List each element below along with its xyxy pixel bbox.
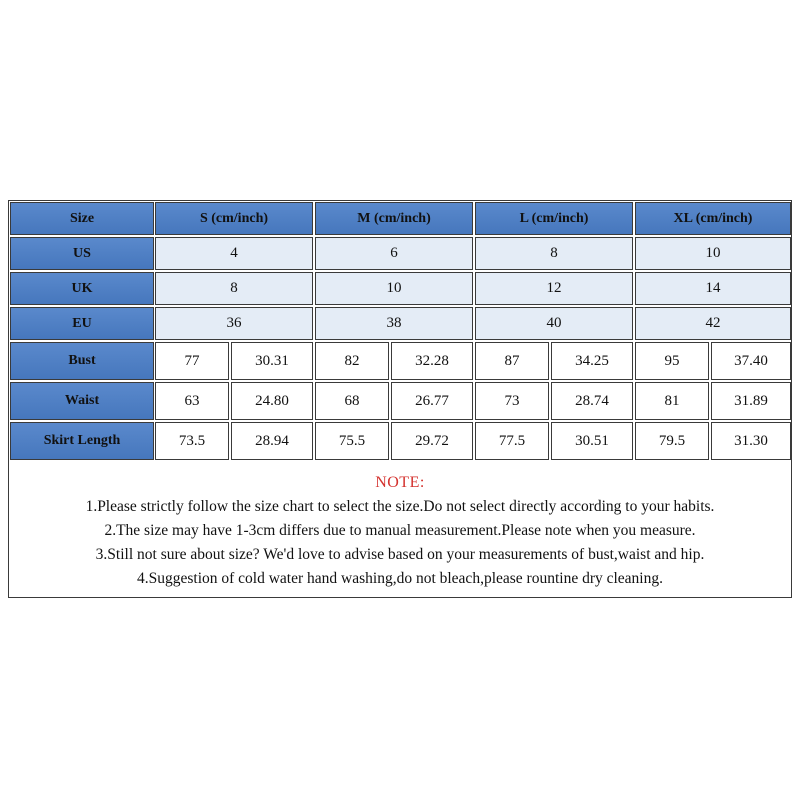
bust-m-inch: 32.28 (391, 342, 473, 380)
eu-size-l: 40 (475, 307, 633, 340)
note-line-3: 3.Still not sure about size? We'd love to advise based on your measurements of bust,waist and hip. (95, 546, 705, 563)
row-label-bust: Bust (10, 342, 154, 380)
skirt-length-l-inch: 30.51 (551, 422, 633, 460)
uk-size-xl: 14 (635, 272, 791, 305)
note-line-4: 4.Suggestion of cold water hand washing,do not bleach,please rountine dry cleaning. (136, 570, 663, 587)
skirt-length-l-cm: 77.5 (475, 422, 549, 460)
header-size-label: Size (10, 202, 154, 235)
uk-size-m: 10 (315, 272, 473, 305)
eu-size-s: 36 (155, 307, 313, 340)
skirt-length-m-inch: 29.72 (391, 422, 473, 460)
bust-l-cm: 87 (475, 342, 549, 380)
row-label-us: US (10, 237, 154, 270)
header-size-l: L (cm/inch) (475, 202, 633, 235)
uk-size-s: 8 (155, 272, 313, 305)
bust-s-inch: 30.31 (231, 342, 313, 380)
us-size-l: 8 (475, 237, 633, 270)
header-size-xl: XL (cm/inch) (635, 202, 791, 235)
us-size-m: 6 (315, 237, 473, 270)
us-size-s: 4 (155, 237, 313, 270)
row-label-eu: EU (10, 307, 154, 340)
bust-xl-inch: 37.40 (711, 342, 791, 380)
note-line-1: 1.Please strictly follow the size chart to select the size.Do not select directly according to your habits. (85, 498, 715, 515)
note-line-2: 2.The size may have 1-3cm differs due to manual measurement.Please note when you measure. (104, 522, 696, 539)
skirt-length-xl-cm: 79.5 (635, 422, 709, 460)
size-chart (8, 200, 792, 598)
bust-l-inch: 34.25 (551, 342, 633, 380)
row-label-waist: Waist (10, 382, 154, 420)
skirt-length-m-cm: 75.5 (315, 422, 389, 460)
eu-size-xl: 42 (635, 307, 791, 340)
skirt-length-xl-inch: 31.30 (711, 422, 791, 460)
row-label-uk: UK (10, 272, 154, 305)
waist-l-inch: 28.74 (551, 382, 633, 420)
bust-xl-cm: 95 (635, 342, 709, 380)
bust-s-cm: 77 (155, 342, 229, 380)
skirt-length-s-cm: 73.5 (155, 422, 229, 460)
waist-xl-cm: 81 (635, 382, 709, 420)
bust-m-cm: 82 (315, 342, 389, 380)
uk-size-l: 12 (475, 272, 633, 305)
waist-xl-inch: 31.89 (711, 382, 791, 420)
header-size-m: M (cm/inch) (315, 202, 473, 235)
eu-size-m: 38 (315, 307, 473, 340)
waist-s-cm: 63 (155, 382, 229, 420)
waist-m-cm: 68 (315, 382, 389, 420)
row-label-skirt-length: Skirt Length (10, 422, 154, 460)
waist-m-inch: 26.77 (391, 382, 473, 420)
skirt-length-s-inch: 28.94 (231, 422, 313, 460)
note-section (10, 463, 790, 597)
waist-l-cm: 73 (475, 382, 549, 420)
note-title: NOTE: (375, 474, 425, 491)
us-size-xl: 10 (635, 237, 791, 270)
header-size-s: S (cm/inch) (155, 202, 313, 235)
waist-s-inch: 24.80 (231, 382, 313, 420)
